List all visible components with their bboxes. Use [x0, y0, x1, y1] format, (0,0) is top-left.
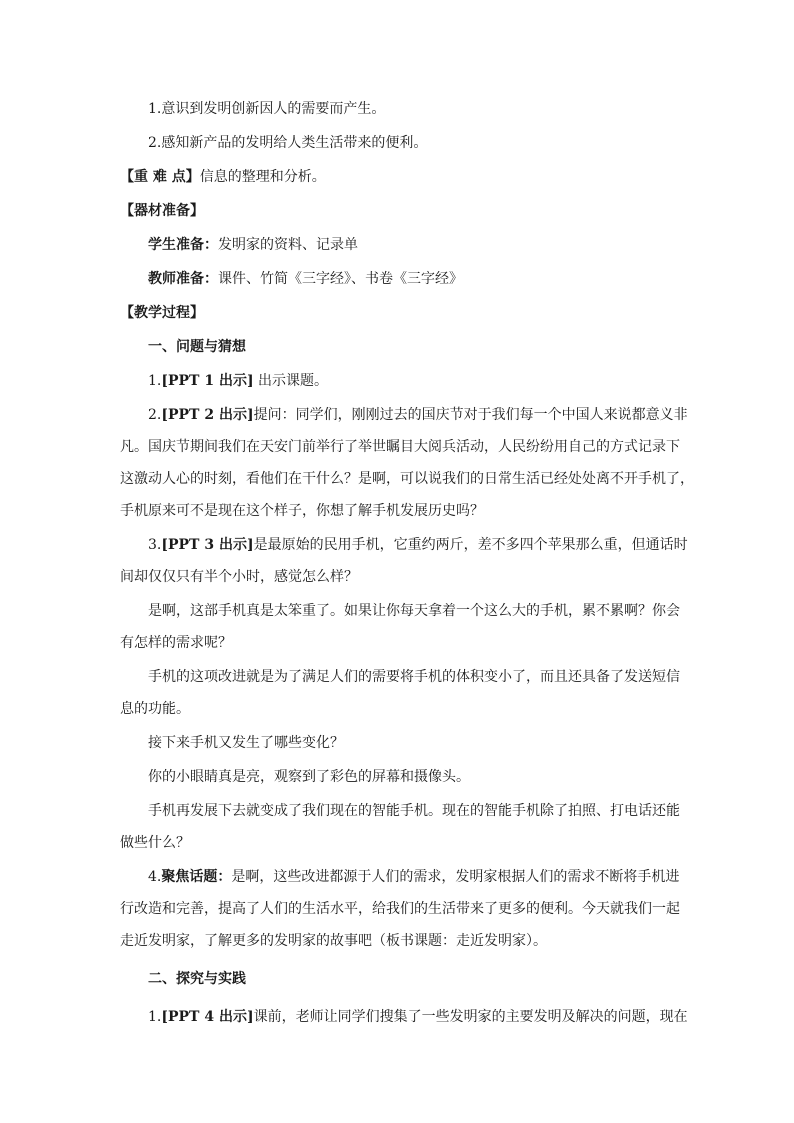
paragraph-1-line-2: 有怎样的需求呢？ [120, 635, 232, 651]
step-2 [120, 406, 694, 520]
step-3-line-2: 间却仅仅只有半个小时，感觉怎么样？ [120, 569, 358, 585]
section-2-title: 二、探究与实践 [148, 971, 246, 987]
step-5-line-1: 课前，老师让同学们搜集了一些发明家的主要发明及解决的问题，现在 [253, 1009, 688, 1025]
step-5-number: 1. [148, 1009, 162, 1025]
teacher-prep-text: 课件、竹简《三字经》、书卷《三字经》 [218, 271, 463, 287]
step-2-line-1: 提问：同学们，刚刚过去的国庆节对于我们每一个中国人来说都意义非 [253, 407, 688, 423]
step-4-line-3: 走近发明家，了解更多的发明家的故事吧（板书课题：走近发明家）。 [120, 933, 547, 949]
objective-1: 1.意识到发明创新因人的需要而产生。 [148, 101, 386, 117]
step-2-tag: [PPT 2 出示] [161, 407, 254, 423]
paragraph-2-line-1: 手机的这项改进就是为了满足人们的需要将手机的体积变小了，而且还具备了发送短信 [148, 669, 680, 685]
step-4-number: 4. [148, 869, 162, 885]
step-4-line-1: 是啊，这些改进都源于人们的需求，发明家根据人们的需求不断将手机进 [231, 869, 680, 885]
section-1-title: 一、问题与猜想 [148, 339, 246, 355]
objective-2: 2.感知新产品的发明给人类生活带来的便利。 [148, 135, 428, 151]
paragraph-1-line-1: 是啊，这部手机真是太笨重了。如果让你每天拿着一个这么大的手机，累不累啊？你会 [148, 603, 680, 619]
teacher-prep-label: 教师准备： [148, 271, 218, 287]
student-prep [120, 236, 680, 254]
step-4 [120, 868, 680, 950]
step-4-tag: 聚焦话题： [161, 869, 232, 885]
step-3-tag: [PPT 3 出示] [161, 537, 254, 553]
lesson-plan-page [120, 100, 694, 1042]
process-heading: 【教学过程】 [120, 305, 204, 321]
step-5 [120, 1008, 688, 1026]
paragraph-3: 接下来手机又发生了哪些变化？ [148, 735, 344, 751]
paragraph-5-line-1: 手机再发展下去就变成了我们现在的智能手机。现在的智能手机除了拍照、打电话还能 [148, 803, 680, 819]
step-2-line-2: 凡。国庆节期间我们在天安门前举行了举世瞩目大阅兵活动，人民纷纷用自己的方式记录下 [120, 439, 680, 455]
key-point-text: 信息的整理和分析。 [199, 169, 326, 185]
paragraph-5-line-2: 做些什么？ [120, 835, 190, 851]
paragraph-1 [120, 602, 680, 652]
step-1 [120, 372, 680, 390]
step-3 [120, 536, 688, 586]
step-3-number: 3. [148, 537, 162, 553]
step-2-line-4: 手机原来可不是现在这个样子，你想了解手机发展历史吗？ [120, 503, 484, 519]
step-1-tag: [PPT 1 出示] [161, 373, 254, 389]
paragraph-2 [120, 668, 680, 718]
step-2-line-3: 这激动人心的时刻，看他们在干什么？是啊，可以说我们的日常生活已经处处离不开手机了， [120, 471, 694, 487]
step-4-line-2: 行改造和完善，提高了人们的生活水平，给我们的生活带来了更多的便利。今天就我们一起 [120, 901, 680, 917]
paragraph-4: 你的小眼睛真是亮，观察到了彩色的屏幕和摄像头。 [148, 769, 470, 785]
step-1-number: 1. [148, 373, 162, 389]
paragraph-2-line-2: 息的功能。 [120, 701, 190, 717]
teacher-prep [120, 270, 680, 288]
step-5-tag: [PPT 4 出示] [161, 1009, 254, 1025]
step-1-text: 出示课题。 [253, 373, 329, 389]
student-prep-label: 学生准备： [148, 237, 218, 253]
materials-heading: 【器材准备】 [120, 203, 204, 219]
step-2-number: 2. [148, 407, 162, 423]
step-3-line-1: 是最原始的民用手机，它重约两斤，差不多四个苹果那么重，但通话时 [253, 537, 688, 553]
key-point-label: 【重 难 点】 [120, 169, 200, 185]
key-point [120, 168, 680, 186]
paragraph-5 [120, 802, 680, 852]
student-prep-text: 发明家的资料、记录单 [218, 237, 358, 253]
